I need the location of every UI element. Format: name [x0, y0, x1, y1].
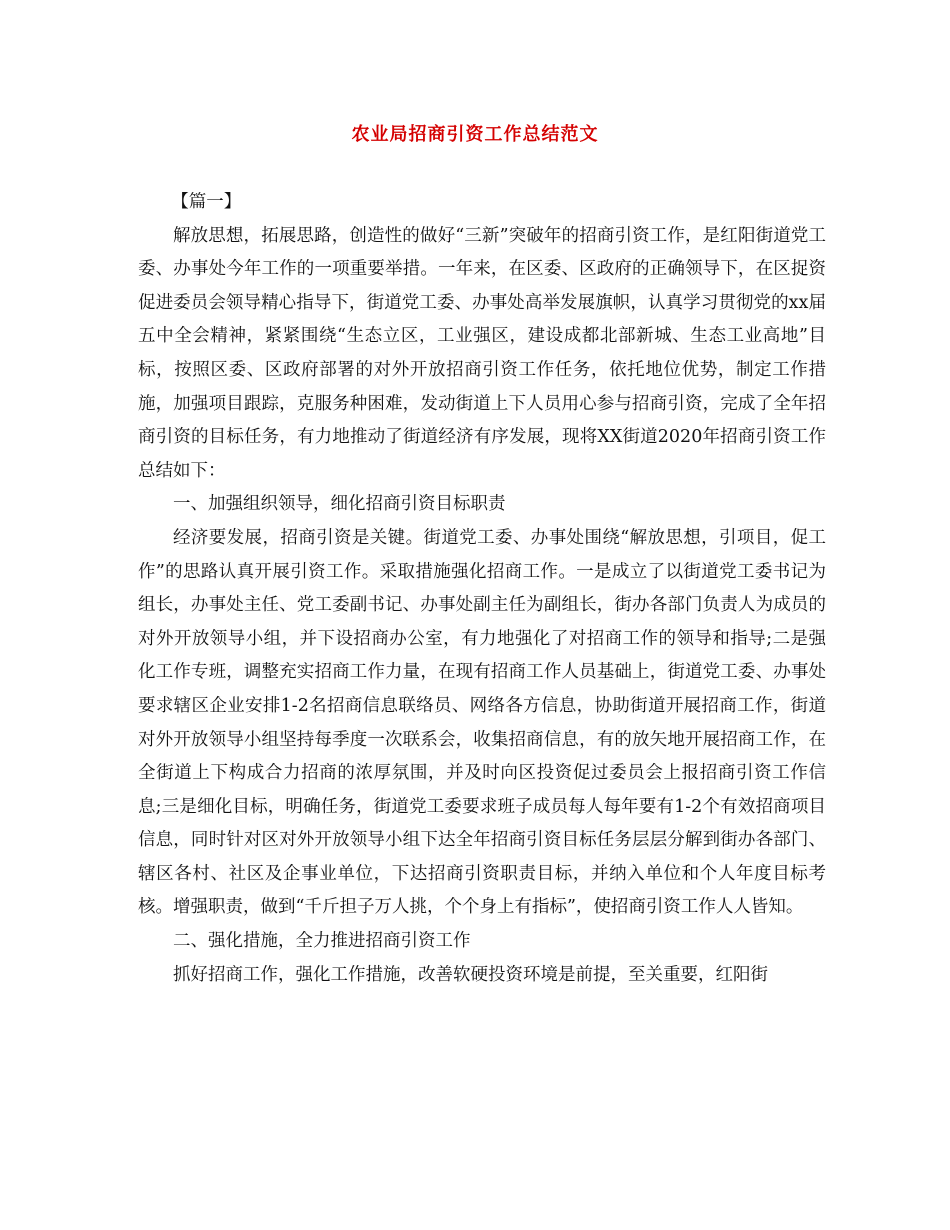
document-body: [138, 186, 826, 992]
section-heading-1: 一、加强组织领导，细化招商引资目标职责: [173, 494, 506, 515]
section-heading-2: 二、强化措施，全力推进招商引资工作: [173, 931, 471, 952]
paragraph-section-2: 抓好招商工作，强化工作措施，改善软硬投资环境是前提，至关重要，红阳街: [173, 964, 768, 985]
paragraph-intro: 解放思想，拓展思路，创造性的做好“三新”突破年的招商引资工作，是红阳街道党工委、办事处今年工作的一项重要举措。一年来，在区委、区政府的正确领导下，在区捉资促进委员会领导精心指导下，街道党工委、办事处高举发展旗帜，认真学习贯彻党的xx届五中全会精神，紧紧围绕“生态立区，工业强区，建设成都北部新城、生态工业高地”目标，按照区委、区政府部署的对外开放招商引资工作任务，依托地位优势，制定工作措施，加强项目跟踪，克服务种困难，发动街道上下人员用心参与招商引资，完成了全年招商引资的目标任务，有力地推动了街道经济有序发展，现将XX街道2020年招商引资工作总结如下：: [138, 225, 826, 481]
paragraph-section-1: 经济要发展，招商引资是关键。街道党工委、办事处围绕“解放思想，引项目，促工作”的思路认真开展引资工作。采取措施强化招商工作。一是成立了以街道党工委书记为组长，办事处主任、党工委副书记、办事处副主任为副组长，街办各部门负责人为成员的对外开放领导小组，并下设招商办公室，有力地强化了对招商工作的领导和指导;二是强化工作专班，调整充实招商工作力量，在现有招商工作人员基础上，街道党工委、办事处要求辖区企业安排1-2名招商信息联络员、网络各方信息，协助街道开展招商工作，街道对外开放领导小组坚持每季度一次联系会，收集招商信息，有的放矢地开展招商工作，在全街道上下构成合力招商的浓厚氛围，并及时向区投资促过委员会上报招商引资工作信息;三是细化目标，明确任务，街道党工委要求班子成员每人每年要有1-2个有效招商项目信息，同时针对区对外开放领导小组下达全年招商引资目标任务层层分解到街办各部门、辖区各村、社区及企事业单位，下达招商引资职责目标，并纳入单位和个人年度目标考核。增强职责，做到“千斤担子万人挑，个个身上有指标”，使招商引资工作人人皆知。: [138, 527, 826, 918]
section-mark: 【篇一】: [171, 192, 242, 212]
document-title: 农业局招商引资工作总结范文: [351, 124, 599, 145]
